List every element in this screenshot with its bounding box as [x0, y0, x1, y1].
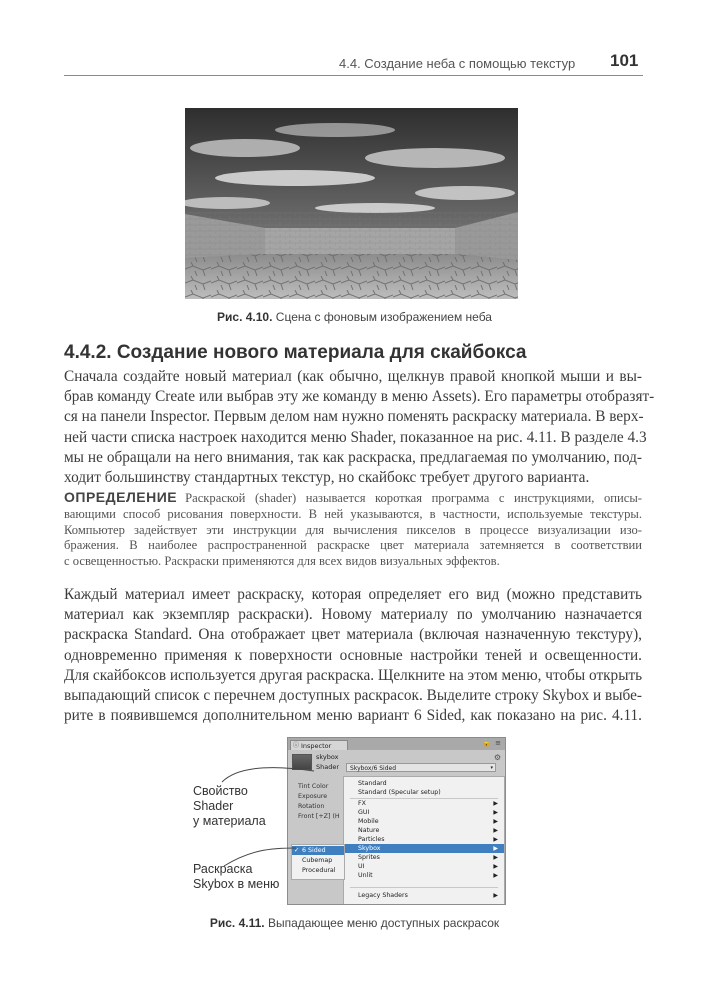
property-tint-color[interactable]: Tint Color: [298, 783, 329, 790]
paragraph-skybox-shader: [64, 666, 642, 727]
text-line: материал как экземпляр раскраски). Новому материалу по умолчанию назначается: [64, 606, 642, 624]
shader-label: Shader: [316, 763, 340, 771]
text-line: Компьютер задействует эти инструкции для вычисления пикселов в процессе визуализации изо-: [64, 522, 642, 537]
settings-icon[interactable]: ⚙: [493, 753, 501, 762]
running-head: 4.4. Создание неба с помощью текстур: [339, 56, 576, 71]
text-line: вающими способ рисования поверхности. В ней указываются, в частности, используемые текстуры.: [64, 506, 642, 521]
text-line: ходит большинству стандартных текстур, но скайбокс требует другого варианта.: [64, 469, 590, 487]
page-header: [0, 0, 709, 80]
text-line: одновременно применяя к поверхности основные настройки теней и освещенности.: [64, 646, 642, 664]
figure-caption-text: Выпадающее меню доступных раскрасок: [267, 916, 500, 930]
figure-label: Рис. 4.11.: [209, 916, 265, 930]
definition-block: [64, 490, 642, 570]
menu-item-ui[interactable]: UI ▶: [358, 863, 498, 870]
callout-line: Раскраска: [193, 862, 253, 876]
menu-item-nature[interactable]: Nature ▶: [358, 827, 498, 834]
skybox-scene-image: [185, 108, 518, 299]
submenu-arrow-icon: ▶: [493, 836, 498, 843]
paragraph-shader-default: [64, 585, 642, 666]
lock-icon[interactable]: 🔒: [482, 739, 491, 747]
text-line: ся на панели Inspector. Первым делом нам нужно поменять раскраску материала. В верх-: [64, 408, 644, 426]
property-exposure[interactable]: Exposure: [298, 793, 328, 800]
text-line: Сначала создайте новый материал (как обычно, щелкнув правой кнопкой мыши и вы-: [64, 368, 642, 385]
submenu-arrow-icon: ▶: [493, 827, 498, 834]
header-rule: [64, 75, 643, 76]
material-header: [290, 752, 503, 774]
section-heading: 4.4.2. Создание нового материала для скайбокса: [64, 342, 527, 363]
info-icon: ⓘ: [293, 742, 300, 749]
text-line: Каждый материал имеет раскраску, которая определяет его вид (можно представить: [64, 586, 642, 603]
inspector-tab-label: Inspector: [301, 742, 332, 750]
text-line: рите в появившемся дополнительном меню вариант 6 Sided, как показано на рис. 4.11.: [64, 707, 642, 725]
submenu-arrow-icon: ▶: [493, 800, 498, 807]
text-line: бражения. В наиболее распространенной раскраске цвет материала затемняется в соответствии: [64, 538, 642, 553]
submenu-arrow-icon: ▶: [493, 863, 498, 870]
definition-label: ОПРЕДЕЛЕНИЕ: [64, 489, 178, 505]
callout-line: Shader: [193, 799, 234, 813]
submenu-arrow-icon: ▶: [493, 854, 498, 861]
inspector-tabbar: [288, 738, 505, 750]
menu-item-sprites[interactable]: Sprites ▶: [358, 854, 498, 861]
figure-caption-4-10: [0, 310, 709, 324]
submenu-item-6-sided[interactable]: ✓ 6 Sided: [292, 846, 344, 855]
text-line: ней части списка настроек находится меню Shader, показанное на рис. 4.11. В разделе 4.3: [64, 428, 647, 446]
text-line: мы не обращали на него внимания, так как раскраска, предлагаемая по умолчанию, под-: [64, 448, 642, 466]
menu-item-gui[interactable]: GUI ▶: [358, 809, 498, 816]
callout-line: у материала: [193, 814, 266, 828]
menu-item-particles[interactable]: Particles ▶: [358, 836, 498, 843]
material-properties: [298, 782, 340, 822]
text-line: брав команду Create или выбрав эту же команду в меню Assets). Его параметры отобразят-: [64, 388, 655, 406]
submenu-item-cubemap[interactable]: Cubemap: [302, 857, 333, 864]
figure-caption-text: Сцена с фоновым изображением неба: [275, 310, 492, 324]
callout-line: Свойство: [193, 784, 248, 798]
submenu-arrow-icon: ▶: [493, 809, 498, 816]
menu-item-standard[interactable]: Standard: [358, 780, 387, 787]
property-rotation[interactable]: Rotation: [298, 803, 325, 810]
menu-item-fx[interactable]: FX ▶: [358, 800, 498, 807]
material-name: skybox: [316, 753, 339, 761]
text-line: Для скайбоксов используется другая раскраска. Щелкните на этом меню, чтобы открыть: [64, 667, 643, 684]
inspector-tab[interactable]: [290, 740, 348, 750]
callout-line: Skybox в меню: [193, 877, 280, 891]
shader-menu: [343, 776, 505, 905]
figure-label: Рис. 4.10.: [217, 310, 273, 324]
text-line: выпадающий список с перечнем доступных раскрасок. Выделите строку Skybox и выбе-: [64, 687, 642, 705]
menu-separator: [350, 887, 498, 888]
menu-item-mobile[interactable]: Mobile ▶: [358, 818, 498, 825]
menu-item-standard-specular[interactable]: Standard (Specular setup): [358, 789, 441, 796]
material-thumbnail: [292, 754, 312, 770]
checkmark-icon: ✓: [294, 847, 300, 854]
property-front[interactable]: Front [+Z] (H: [298, 813, 340, 820]
callout-skybox-menu: [193, 862, 279, 892]
page-number: 101: [610, 51, 639, 70]
inspector-screenshot: [287, 737, 506, 905]
chevron-down-icon: ▾: [490, 765, 493, 771]
shader-dropdown-value: Skybox/6 Sided: [350, 765, 396, 772]
text-line: с освещенностью. Раскраски применяются для всех видов визуальных эффектов.: [64, 554, 500, 569]
submenu-arrow-icon: ▶: [493, 892, 498, 899]
submenu-item-procedural[interactable]: Procedural: [302, 867, 336, 874]
property-front-suffix: (H: [332, 813, 340, 820]
submenu-arrow-icon: ▶: [493, 872, 498, 879]
submenu-arrow-icon: ▶: [493, 845, 498, 852]
submenu-arrow-icon: ▶: [493, 818, 498, 825]
text-line: Раскраской (shader) называется короткая программа с инструкциями, описы-: [185, 491, 642, 505]
menu-icon[interactable]: ≡: [495, 739, 501, 747]
callout-shader-property: [193, 784, 266, 829]
paragraph-intro: [64, 367, 655, 488]
skybox-submenu: [291, 844, 345, 880]
figure-caption-4-11: [0, 916, 709, 930]
menu-item-skybox[interactable]: Skybox ▶: [344, 844, 504, 853]
menu-item-unlit[interactable]: Unlit ▶: [358, 872, 498, 879]
shader-dropdown[interactable]: [346, 763, 496, 772]
text-line: раскраска Standard. Она отображает цвет материала (включая назначенную текстуру),: [64, 626, 642, 644]
menu-item-legacy-shaders[interactable]: Legacy Shaders ▶: [358, 892, 498, 899]
